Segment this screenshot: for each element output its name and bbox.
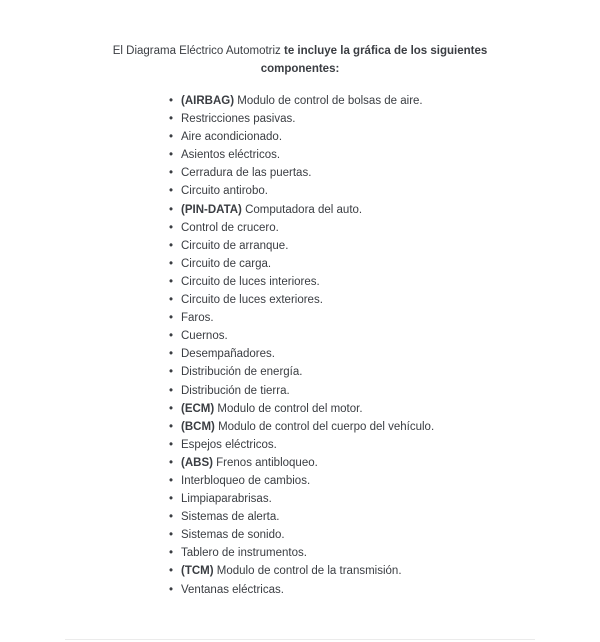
component-text: Circuito de luces exteriores. (181, 294, 323, 307)
component-text: Computadora del auto. (245, 203, 363, 216)
component-text: Modulo de control del cuerpo del vehículo. (218, 420, 435, 433)
page-title-regular: El Diagrama Eléctrico Automotriz (112, 45, 281, 57)
list-item (181, 255, 600, 273)
component-text: Faros. (181, 312, 214, 325)
component-text: Modulo de control del motor. (217, 402, 363, 415)
components-list (181, 92, 600, 599)
list-item (181, 291, 600, 309)
component-text: Modulo de control de bolsas de aire. (237, 95, 423, 107)
list-item (181, 363, 600, 381)
component-text: Ventanas eléctricas. (181, 583, 284, 596)
component-text: Tablero de instrumentos. (181, 547, 307, 560)
component-prefix: (ABS) (181, 456, 213, 469)
component-text: Control de crucero. (181, 221, 279, 234)
component-prefix: (BCM) (181, 420, 215, 433)
component-text: Circuito de luces interiores. (181, 275, 320, 288)
list-item (181, 164, 600, 182)
list-item (181, 110, 600, 128)
component-text: Restricciones pasivas. (181, 113, 296, 126)
component-text: Circuito antirobo. (181, 185, 268, 198)
list-item (181, 508, 600, 526)
list-item (181, 309, 600, 327)
page-title-bold: te incluye la gráfica de los siguientes componentes: (260, 45, 488, 75)
list-item (181, 490, 600, 508)
list-item (181, 436, 600, 454)
component-text: Aire acondicionado. (181, 131, 283, 144)
component-text: Limpiaparabrisas. (181, 493, 272, 506)
bottom-divider (65, 639, 535, 640)
list-item (181, 327, 600, 345)
list-item (181, 345, 600, 363)
component-text: Cerradura de las puertas. (181, 167, 312, 180)
component-text: Circuito de arranque. (181, 239, 289, 252)
list-item (181, 454, 600, 472)
list-item (181, 237, 600, 255)
component-text: Frenos antibloqueo. (216, 456, 318, 469)
component-text: Sistemas de sonido. (181, 529, 285, 542)
component-text: Cuernos. (181, 330, 228, 343)
component-text: Asientos eléctricos. (181, 149, 281, 162)
component-text: Distribución de tierra. (181, 384, 290, 397)
component-prefix: (ECM) (181, 402, 215, 415)
list-item (181, 544, 600, 562)
list-item (181, 182, 600, 200)
component-text: Espejos eléctricos. (181, 438, 277, 451)
list-item (181, 382, 600, 400)
component-text: Sistemas de alerta. (181, 511, 280, 524)
list-item (181, 562, 600, 580)
component-text: Desempañadores. (181, 348, 275, 361)
component-text: Distribución de energía. (181, 366, 303, 379)
list-item (181, 472, 600, 490)
list-item (181, 201, 600, 219)
list-item (181, 581, 600, 599)
list-item (181, 526, 600, 544)
document-page (0, 42, 600, 642)
component-prefix: (AIRBAG) (181, 95, 235, 107)
component-prefix: (PIN-DATA) (181, 203, 242, 216)
list-item (181, 400, 600, 418)
component-prefix: (TCM) (181, 565, 214, 578)
list-item (181, 128, 600, 146)
component-text: Modulo de control de la transmisión. (216, 565, 402, 578)
list-item (181, 219, 600, 237)
component-text: Interbloqueo de cambios. (181, 474, 311, 487)
list-item (181, 273, 600, 291)
page-title (90, 42, 510, 78)
list-item (181, 418, 600, 436)
list-item (181, 146, 600, 164)
list-item (181, 92, 600, 110)
component-text: Circuito de carga. (181, 257, 272, 270)
